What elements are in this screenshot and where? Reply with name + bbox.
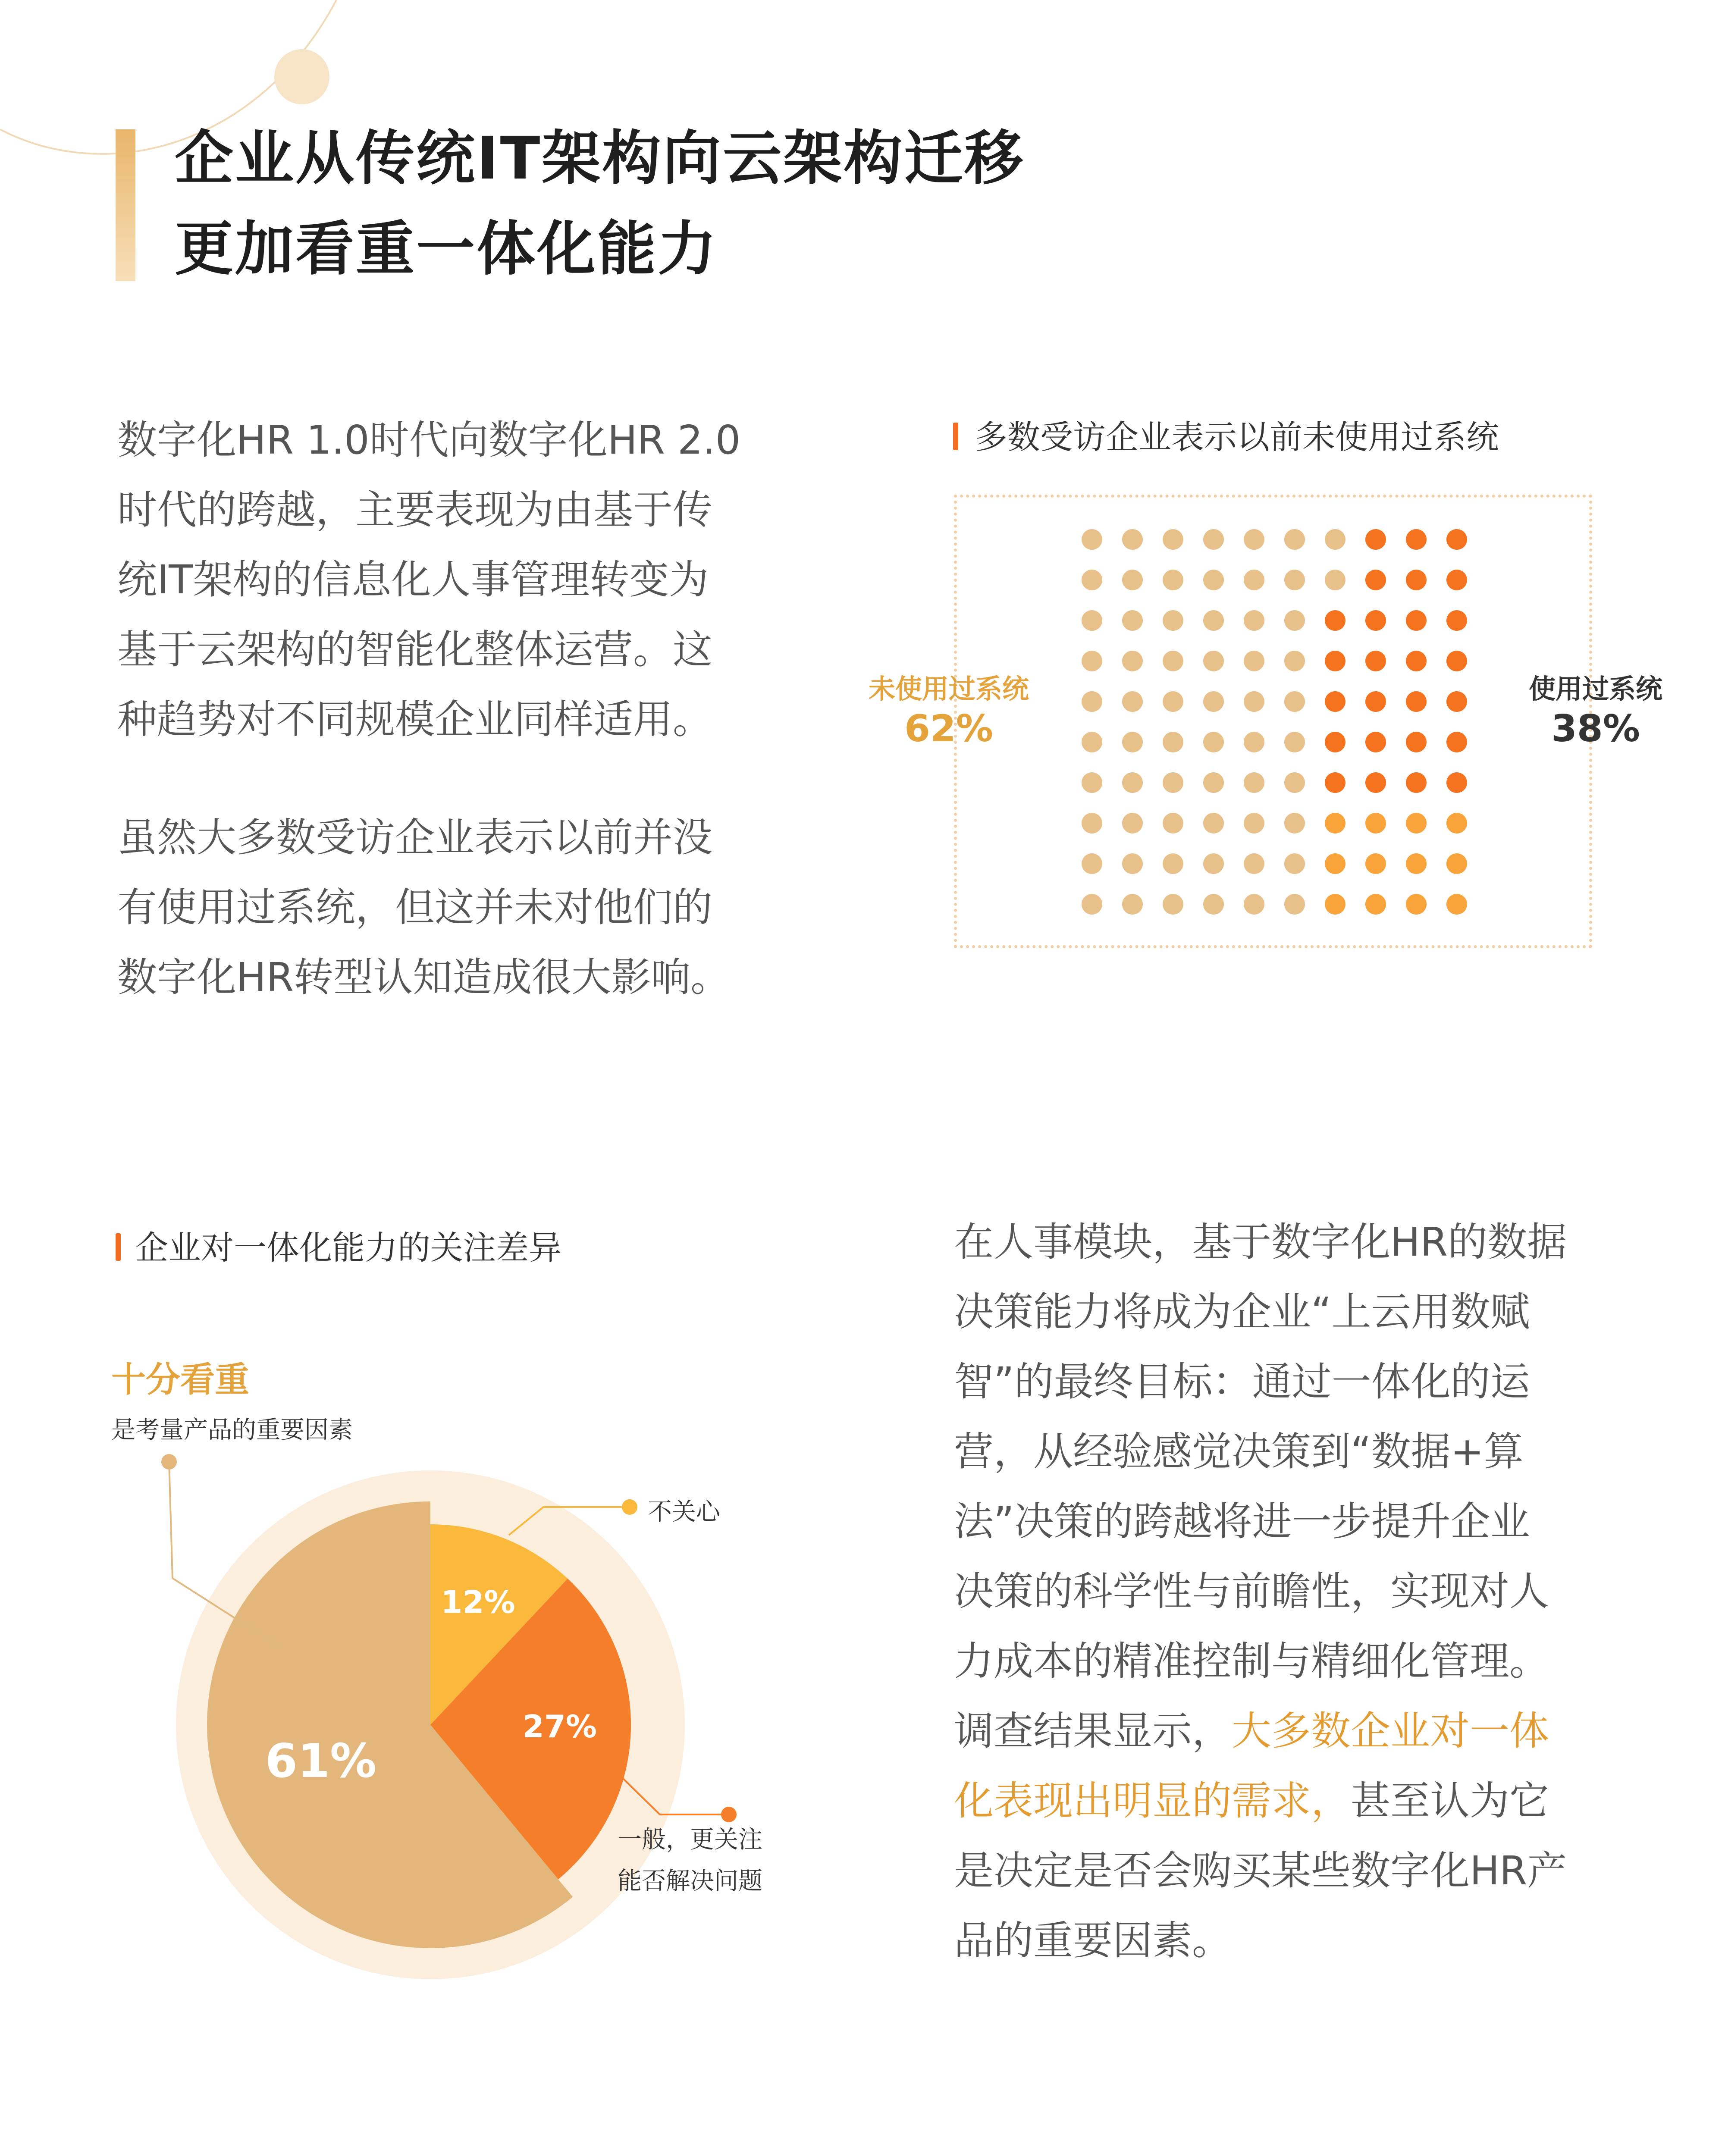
dot-used bbox=[1365, 651, 1386, 671]
not-used-value: 62% bbox=[904, 707, 993, 750]
dot-not-used bbox=[1284, 529, 1305, 550]
used-label: 使用过系统 bbox=[1528, 673, 1662, 705]
dot-not-used bbox=[1203, 813, 1224, 834]
dot-not-used bbox=[1163, 610, 1183, 631]
dot-not-used bbox=[1122, 732, 1143, 752]
highlight-text: 化表现出明显的需求， bbox=[954, 1778, 1351, 1824]
dot-used bbox=[1406, 570, 1427, 590]
pie-chart-heading: 企业对一体化能力的关注差异 bbox=[135, 1228, 561, 1267]
dot-not-used bbox=[1284, 894, 1305, 915]
dot-not-used bbox=[1203, 610, 1224, 631]
dot-not-used bbox=[1244, 894, 1264, 915]
dot-used bbox=[1446, 691, 1467, 712]
dot-not-used bbox=[1244, 691, 1264, 712]
dot-not-used bbox=[1163, 732, 1183, 752]
dot-not-used bbox=[1122, 651, 1143, 671]
dot-used bbox=[1446, 853, 1467, 874]
dot-used bbox=[1446, 732, 1467, 752]
dot-not-used bbox=[1325, 570, 1346, 590]
dot-used bbox=[1325, 610, 1346, 631]
dot-not-used bbox=[1203, 894, 1224, 915]
intro-paragraph-1 bbox=[117, 405, 740, 755]
not-used-label: 未使用过系统 bbox=[868, 673, 1029, 705]
dot-not-used bbox=[1284, 610, 1305, 631]
dot-not-used bbox=[1284, 813, 1305, 834]
dot-not-used bbox=[1122, 570, 1143, 590]
dot-not-used bbox=[1122, 610, 1143, 631]
dot-used bbox=[1325, 651, 1346, 671]
pie-chart bbox=[0, 1294, 862, 2005]
dot-used bbox=[1365, 894, 1386, 915]
dot-not-used bbox=[1284, 772, 1305, 793]
used-value: 38% bbox=[1551, 707, 1640, 750]
dot-not-used bbox=[1082, 651, 1102, 671]
dot-not-used bbox=[1082, 570, 1102, 590]
dot-chart-heading: 多数受访企业表示以前未使用过系统 bbox=[975, 418, 1499, 456]
dot-used bbox=[1446, 894, 1467, 915]
analysis-paragraph bbox=[954, 1207, 1567, 1976]
dot-used bbox=[1446, 813, 1467, 834]
leader-dot-27 bbox=[721, 1807, 737, 1822]
text-line: 虽然大多数受访企业表示以前并没 bbox=[117, 815, 713, 861]
text-line: 基于云架构的智能化整体运营。这 bbox=[117, 627, 713, 673]
text-line: 智”的最终目标：通过一体化的运 bbox=[954, 1359, 1530, 1405]
text-line: 统IT架构的信息化人事管理转变为 bbox=[117, 557, 709, 603]
dot-used bbox=[1365, 570, 1386, 590]
dot-not-used bbox=[1082, 691, 1102, 712]
dot-not-used bbox=[1163, 691, 1183, 712]
dot-not-used bbox=[1163, 894, 1183, 915]
dot-not-used bbox=[1082, 894, 1102, 915]
pie-data-label: 27% bbox=[522, 1708, 597, 1745]
dot-not-used bbox=[1082, 732, 1102, 752]
text-line: 是决定是否会购买某些数字化HR产 bbox=[954, 1848, 1567, 1894]
dot-used bbox=[1365, 772, 1386, 793]
dot-not-used bbox=[1244, 570, 1264, 590]
dot-not-used bbox=[1163, 813, 1183, 834]
dot-not-used bbox=[1163, 853, 1183, 874]
dot-used bbox=[1325, 813, 1346, 834]
dot-used bbox=[1406, 691, 1427, 712]
dot-used bbox=[1446, 651, 1467, 671]
text-line: 时代的跨越，主要表现为由基于传 bbox=[117, 487, 713, 533]
page-title-line2: 更加看重一体化能力 bbox=[175, 215, 718, 283]
title-accent-bar bbox=[116, 129, 135, 281]
dot-used bbox=[1406, 772, 1427, 793]
dot-not-used bbox=[1122, 529, 1143, 550]
text-line: 决策的科学性与前瞻性，实现对人 bbox=[954, 1568, 1549, 1614]
dot-used bbox=[1446, 772, 1467, 793]
intro-paragraph-2 bbox=[117, 803, 730, 1012]
dot-used bbox=[1365, 853, 1386, 874]
dot-used bbox=[1365, 813, 1386, 834]
dot-not-used bbox=[1122, 691, 1143, 712]
dot-matrix-chart bbox=[954, 495, 1592, 948]
dot-used bbox=[1446, 610, 1467, 631]
dot-used bbox=[1406, 732, 1427, 752]
text-line: 数字化HR 1.0时代向数字化HR 2.0 bbox=[117, 417, 741, 463]
dot-used bbox=[1325, 772, 1346, 793]
dot-not-used bbox=[1163, 570, 1183, 590]
dot-used bbox=[1365, 691, 1386, 712]
dot-used bbox=[1406, 651, 1427, 671]
dot-used bbox=[1325, 853, 1346, 874]
dot-not-used bbox=[1203, 651, 1224, 671]
pie-label-not-care: 不关心 bbox=[648, 1498, 720, 1526]
dot-used bbox=[1446, 570, 1467, 590]
pie-label-general-line1: 一般，更关注 bbox=[618, 1826, 762, 1854]
dot-not-used bbox=[1203, 732, 1224, 752]
dot-not-used bbox=[1082, 853, 1102, 874]
dot-not-used bbox=[1244, 772, 1264, 793]
section-marker bbox=[953, 423, 958, 450]
dot-not-used bbox=[1284, 732, 1305, 752]
dot-not-used bbox=[1122, 813, 1143, 834]
text-line bbox=[954, 1766, 1567, 1836]
dot-used bbox=[1365, 529, 1386, 550]
text-line: 营，从经验感觉决策到“数据+算 bbox=[954, 1429, 1524, 1475]
text-line: 法”决策的跨越将进一步提升企业 bbox=[954, 1498, 1530, 1545]
pie-data-label: 61% bbox=[265, 1734, 377, 1789]
dot-not-used bbox=[1082, 610, 1102, 631]
dot-used bbox=[1406, 894, 1427, 915]
dot-used bbox=[1406, 813, 1427, 834]
dot-not-used bbox=[1203, 853, 1224, 874]
text-line: 种趋势对不同规模企业同样适用。 bbox=[117, 696, 713, 743]
dot-not-used bbox=[1203, 772, 1224, 793]
text-line: 在人事模块，基于数字化HR的数据 bbox=[954, 1219, 1567, 1265]
leader-dot-61 bbox=[161, 1454, 177, 1470]
text-line: 决策能力将成为企业“上云用数赋 bbox=[954, 1289, 1530, 1335]
section-marker bbox=[116, 1233, 121, 1261]
dot-not-used bbox=[1284, 853, 1305, 874]
pie-data-label: 12% bbox=[441, 1584, 515, 1620]
dot-used bbox=[1406, 529, 1427, 550]
text-line bbox=[954, 1696, 1567, 1766]
leader-dot-12 bbox=[622, 1499, 637, 1515]
dot-not-used bbox=[1284, 691, 1305, 712]
dot-not-used bbox=[1082, 529, 1102, 550]
page-title-line1: 企业从传统IT架构向云架构迁移 bbox=[175, 125, 1025, 193]
dot-not-used bbox=[1082, 813, 1102, 834]
dot-not-used bbox=[1163, 772, 1183, 793]
pie-label-general-line2: 能否解决问题 bbox=[618, 1867, 762, 1895]
dot-not-used bbox=[1244, 813, 1264, 834]
dot-not-used bbox=[1244, 529, 1264, 550]
dot-not-used bbox=[1203, 691, 1224, 712]
dot-not-used bbox=[1325, 529, 1346, 550]
dot-not-used bbox=[1203, 529, 1224, 550]
text-line: 数字化HR转型认知造成很大影响。 bbox=[117, 954, 731, 1000]
dot-used bbox=[1325, 732, 1346, 752]
pie-main-label: 十分看重 bbox=[111, 1360, 249, 1400]
dot-not-used bbox=[1163, 529, 1183, 550]
dot-not-used bbox=[1122, 772, 1143, 793]
text-line: 力成本的精准控制与精细化管理。 bbox=[954, 1638, 1549, 1684]
dot-used bbox=[1406, 610, 1427, 631]
text-line: 有使用过系统，但这并未对他们的 bbox=[117, 884, 713, 931]
dot-not-used bbox=[1122, 894, 1143, 915]
dot-not-used bbox=[1244, 853, 1264, 874]
dot-used bbox=[1365, 732, 1386, 752]
dot-not-used bbox=[1163, 651, 1183, 671]
text-line: 品的重要因素。 bbox=[954, 1918, 1232, 1964]
dot-not-used bbox=[1082, 772, 1102, 793]
dot-used bbox=[1365, 610, 1386, 631]
dot-not-used bbox=[1244, 732, 1264, 752]
highlight-text: 大多数企业对一体 bbox=[1232, 1708, 1549, 1754]
text-segment: 调查结果显示， bbox=[954, 1708, 1232, 1754]
dot-not-used bbox=[1122, 853, 1143, 874]
dot-used bbox=[1406, 853, 1427, 874]
dot-used bbox=[1325, 894, 1346, 915]
text-segment: 甚至认为它 bbox=[1351, 1778, 1549, 1824]
dot-not-used bbox=[1284, 570, 1305, 590]
dot-not-used bbox=[1244, 610, 1264, 631]
pie-main-sublabel: 是考量产品的重要因素 bbox=[111, 1416, 353, 1444]
dot-not-used bbox=[1203, 570, 1224, 590]
dot-not-used bbox=[1284, 651, 1305, 671]
dot-used bbox=[1325, 691, 1346, 712]
dot-used bbox=[1446, 529, 1467, 550]
dot-not-used bbox=[1244, 651, 1264, 671]
